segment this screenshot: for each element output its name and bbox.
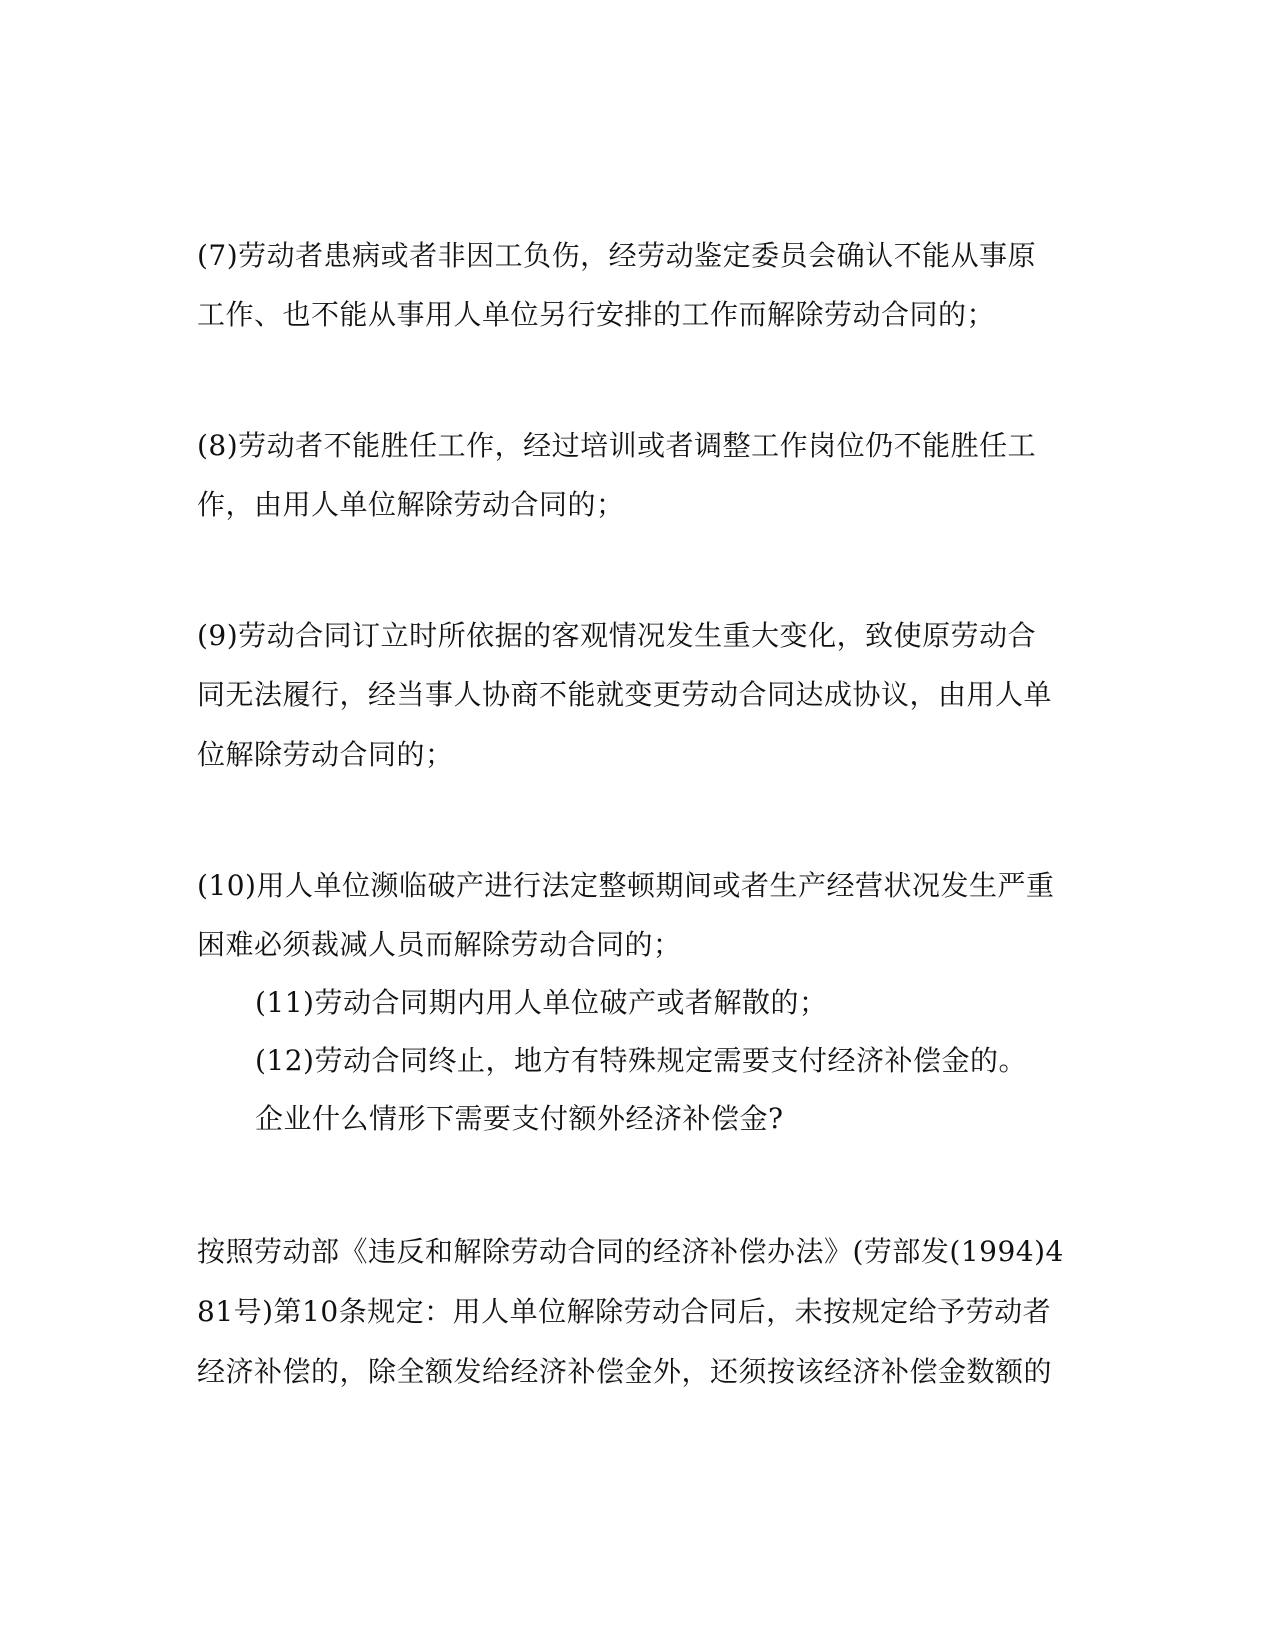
text-line: (7)劳动者患病或者非因工负伤，经劳动鉴定委员会确认不能从事原 <box>197 239 1037 272</box>
text-line: (12)劳动合同终止，地方有特殊规定需要支付经济补偿金的。 <box>255 1044 1027 1077</box>
text-line: (8)劳动者不能胜任工作，经过培训或者调整工作岗位仍不能胜任工 <box>197 429 1037 462</box>
text-line: 位解除劳动合同的； <box>197 738 454 771</box>
text-line: 困难必须裁减人员而解除劳动合同的； <box>197 928 682 961</box>
text-line: 同无法履行，经当事人协商不能就变更劳动合同达成协议，由用人单 <box>197 678 1053 711</box>
text-line: (10)用人单位濒临破产进行法定整顿期间或者生产经营状况发生严重 <box>197 869 1055 902</box>
text-line: 作，由用人单位解除劳动合同的； <box>197 488 625 521</box>
text-line: 工作、也不能从事用人单位另行安排的工作而解除劳动合同的； <box>197 298 996 331</box>
text-line: (9)劳动合同订立时所依据的客观情况发生重大变化，致使原劳动合 <box>197 619 1037 652</box>
text-line: 81号)第10条规定：用人单位解除劳动合同后，未按规定给予劳动者 <box>197 1295 1052 1328</box>
text-line: 经济补偿的，除全额发给经济补偿金外，还须按该经济补偿金数额的 <box>197 1355 1053 1388</box>
text-line: 企业什么情形下需要支付额外经济补偿金? <box>255 1102 784 1135</box>
text-line: 按照劳动部《违反和解除劳动合同的经济补偿办法》(劳部发(1994)4 <box>197 1235 1064 1268</box>
text-line: (11)劳动合同期内用人单位破产或者解散的； <box>255 986 828 1019</box>
